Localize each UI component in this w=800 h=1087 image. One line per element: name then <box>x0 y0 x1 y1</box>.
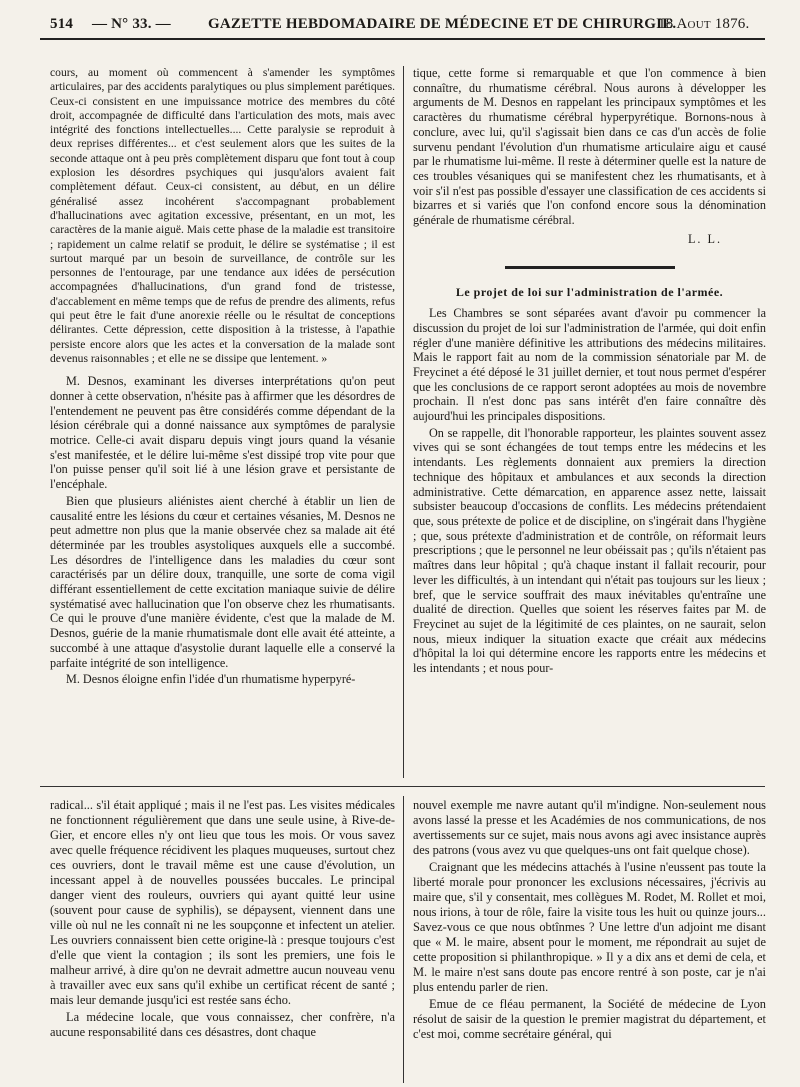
paragraph: nouvel exemple me navre autant qu'il m'indigne. Non-seulement nous avons lassé la presse et les Académies de nos communications, de nos avertissements sur ce sujet, mais nous avons agi avec insistance auprès des patrons (vous avez vu que quelques-uns ont fait quelque chose). <box>413 798 766 857</box>
upper-right-column <box>413 66 766 780</box>
issue-number: — N° 33. — <box>92 16 171 32</box>
lower-right-column <box>413 798 766 1083</box>
section-divider <box>40 786 765 787</box>
paragraph: M. Desnos éloigne enfin l'idée d'un rhumatisme hyperpyré- <box>66 672 356 687</box>
upper-left-column <box>50 66 395 780</box>
paragraph: La médecine locale, que vous connaissez, cher confrère, n'a aucune responsabilité dans ces désastres, dont chaque <box>50 1010 395 1039</box>
lower-left-column <box>50 798 395 1083</box>
paragraph: On se rappelle, dit l'honorable rapporteur, les plaintes souvent assez vives qui se sont échangées de tout temps entre les médecins et les intendants. Les règlements donnaient aux premiers la direction technique des hôpitaux et ambulances et aux seconds la direction administrative. Cette démarcation, en apparence assez nette, laissait subsister beaucoup d'occasions de conflits. Les médecins prétendaient que, sous prétexte de police et de discipline, on s'ingérait dans l'hygiène ; que, sous prétexte d'administration et de contrôle, on réformait leurs prescriptions ; que le personnel ne leur obéissait pas ; qu'ils n'étaient pas maîtres dans leur hôpital ; qu'à chaque instant il fallait recourir, pour lever les difficultés, à un intendant qui n'était pas toujours sur les lieux ; bref, que le service souffrait des maux inévitables qu'entraîne une dualité de direction. Quelles que soient les réserves faites par M. de Freycinet au sujet de la légitimité de ces plaintes, on ne saurait, selon nous, mieux indiquer la situation exacte que créait aux médecins d'hôpital la loi qui détermine encore les rapports entre les médecins et les intendants ; et nous pour- <box>413 425 766 676</box>
paragraph: Bien que plusieurs aliénistes aient cherché à établir un lien de causalité entre les lésions du cœur et certaines vésanies, M. Desnos ne peut admettre non plus que la manie observée chez sa malade ait été déterminée par les troubles asystoliques auxquels elle a succombé. Les désordres de l'intelligence dans les maladies du cœur sont caractérisés par un délire doux, tranquille, une sorte de coma vigil différant essentiellement de cette excitation maniaque suivie de délire systématisé avec hallucination que l'on observe chez les rhumatisants. Ce qui le prouve d'une manière évidente, c'est que la malade de M. Desnos, guérie de la manie rhumatismale dont elle avait été atteinte, a succombé à une attaque d'asystolie durant laquelle elle a conservé la parfaite intégrité de son intelligence. <box>50 493 395 670</box>
column-divider <box>403 66 404 778</box>
header-rule <box>40 38 765 40</box>
issue-date: 18 Aout 1876. <box>658 16 750 32</box>
paragraph: Craignant que les médecins attachés à l'usine n'eussent pas toute la liberté morale pour prononcer les exclusions nécessaires, j'écrivis au maire que, s'il y consentait, mes collègues M. Rodet, M. Rollet et moi, nous irions, à tour de rôle, faire la visite tous les huit ou quinze jours... Savez-vous ce que nous obtînmes ? Une lettre d'un adjoint me disant que « M. le maire, absent pour le moment, me répondrait au sujet de cette proposition si philanthropique. » Il y a dix ans et demi de cela, et M. le maire n'est sans doute pas encore rentré à son poste, car je n'ai plus entendu parler de rien. <box>413 860 766 994</box>
paragraph: M. Desnos, examinant les diverses interprétations qu'on peut donner à cette observation, n'hésite pas à affirmer que les désordres de l'entendement ne peuvent pas être considérés comme dépendant de la lésion cérébrale qui a donné naissance aux symptômes de paralysie motrice. Celle-ci avait disparu depuis vingt jours quand la vésanie s'est manifestée, et le délire lui-même s'est dissipé trop vite pour que l'on puisse penser qu'il soit lié à une lésion grave et persistante de l'encéphale. <box>50 374 395 492</box>
section-separator <box>505 266 675 269</box>
page-header <box>40 12 765 38</box>
journal-title: GAZETTE HEBDOMADAIRE DE MÉDECINE ET DE CHIRURGIE. <box>208 16 677 32</box>
quoted-observation: cours, au moment où commencent à s'amender les symptômes articulaires, par des accidents paralytiques ou plus simplement parétiques. Ceux-ci consistent en une impuissance motrice des membres du côté droit, accompagnée de difficulté dans l'articulation des mots, mais avec intégrité des fonctions intellectuelles.... Cette paralysie se reproduit à deux reprises différentes... et c'est seulement alors que les suites de la seconde attaque ont à peu près complètement disparu que font tout à coup explosion les désordres psychiques qui jusqu'alors avaient fait complètement défaut. Ceux-ci consistent, au début, en un délire généralisé assez incohérent s'accompagnant probablement d'hallucinations avec agitation excessive, présentant, en un mot, les caractères de la manie aiguë. Mais cette phase de la maladie est transitoire ; rapidement un calme relatif se produit, le délire se systématise ; il est surtout marqué par un besoin de surveillance, de contrôle sur les personnes de l'entourage, par une tendance aux idées de persécution accompagnées d'hallucinations, d'un grand fond de tristesse, d'accablement en même temps que de refus de prendre des aliments, refus qui peut être le fait d'une anorexie réelle ou le résultat de conceptions délirantes. Cette dépression, cette disposition à la tristesse, à l'apathie persiste encore alors que les actes et la conversation de la malade sont devenus raisonnables ; et elle ne se dissipe que lentement. » <box>50 66 395 365</box>
column-divider <box>403 796 404 1083</box>
paragraph: Les Chambres se sont séparées avant d'avoir pu commencer la discussion du projet de loi sur l'administration de l'armée, qui doit enfin régler d'une manière définitive les attributions des médecins militaires. Mais le rapport fait au nom de la commission sénatoriale par M. de Freycinet a été déposé le 31 juillet dernier, et tout nous permet d'espérer que les conclusions de ce rapport seront adoptées au mois de novembre prochain. Il n'est donc pas sans intérêt d'en faire connaître dès aujourd'hui les principales dispositions. <box>413 306 766 424</box>
page-number: 514 <box>50 16 74 32</box>
author-signature: L. L. <box>687 231 722 246</box>
article-title: Le projet de loi sur l'administration de l'armée. <box>455 285 724 300</box>
paragraph: Emue de ce fléau permanent, la Société de médecine de Lyon résolut de saisir de la question le premier magistrat du département, et c'est moi, comme secrétaire général, qui <box>413 997 766 1041</box>
paragraph: radical... s'il était appliqué ; mais il ne l'est pas. Les visites médicales ne fonctionnent régulièrement que dans une seule usine, à Rive-de-Gier, et encore elles n'y ont lieu que tous les mois. Or vous savez avec quelle fréquence récidivent les plaques muqueuses, surtout chez ces ouvriers, dont le travail même est une cause d'évolution, un incessant appel à de nouvelles poussées buccales. Le principal danger vient des rouleurs, ouvriers qui ayant quitté leur usine (souvent pour cause de syphilis), se dépaysent, viennent dans une ville où nul ne les connaît ni ne les soupçonne et infectent un atelier. Les ouvriers connaissent bien cette origine-là : presque toujours c'est d'elle que vient la contagion ; ils sont les premiers, une fois le malheur arrivé, à dire qu'on ne devrait admettre aucun nouveau venu à travailler avec eux sans qu'il exhibe un certificat récent de santé ; mais leur demande jusqu'ici est restée sans écho. <box>50 798 395 1007</box>
paragraph: tique, cette forme si remarquable et que l'on commence à bien connaître, du rhumatisme cérébral. Nous aurons à développer les arguments de M. Desnos en rappelant les principaux symptômes et les caractères du rhumatisme cérébral hyperpyrétique. Bornons-nous à conclure, avec lui, qu'il s'agissait bien dans ce cas d'un accès de folie survenu pendant l'évolution d'un rhumatisme articulaire aigu et causé par le rhumatisme lui-même. Il reste à déterminer quelle est la nature de ces troubles vésaniques qui se manifestent chez les rhumatisants, et à voir s'il n'est pas possible d'essayer une classification de ces accidents si bizarres et si variés que l'on confond encore sous la dénomination générale de rhumatisme cérébral. <box>413 66 766 228</box>
